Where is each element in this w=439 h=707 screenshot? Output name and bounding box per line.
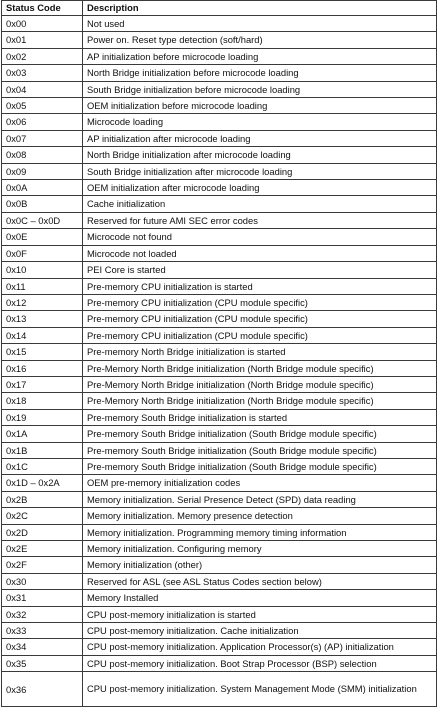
table-row [2,557,437,573]
status-code-cell: 0x18 [2,393,83,409]
status-code-cell: 0x07 [2,130,83,146]
description-cell: Pre-memory North Bridge initialization is started [83,344,437,360]
description-cell: Memory initialization. Configuring memory [83,541,437,557]
table-row [2,130,437,146]
table-row [2,426,437,442]
status-code-cell: 0x17 [2,376,83,392]
table-row [2,442,437,458]
description-cell: Pre-memory South Bridge initialization (South Bridge module specific) [83,426,437,442]
table-row [2,376,437,392]
status-code-cell: 0x36 [2,672,83,707]
table-row [2,639,437,655]
table-row [2,475,437,491]
status-code-cell: 0x13 [2,311,83,327]
description-cell: Memory initialization. Serial Presence Detect (SPD) data reading [83,491,437,507]
description-cell: North Bridge initialization before microcode loading [83,65,437,81]
description-cell: Pre-memory South Bridge initialization (South Bridge module specific) [83,442,437,458]
description-cell: South Bridge initialization before microcode loading [83,81,437,97]
status-code-cell: 0x09 [2,163,83,179]
description-cell: AP initialization after microcode loading [83,130,437,146]
table-body [2,16,437,707]
status-code-cell: 0x2F [2,557,83,573]
description-cell: AP initialization before microcode loading [83,48,437,64]
description-cell: Microcode loading [83,114,437,130]
description-cell: PEI Core is started [83,262,437,278]
status-code-cell: 0x2E [2,541,83,557]
table-row [2,245,437,261]
status-code-cell: 0x11 [2,278,83,294]
table-row [2,147,437,163]
description-cell: Power on. Reset type detection (soft/hard) [83,32,437,48]
status-code-cell: 0x0A [2,180,83,196]
status-code-cell: 0x19 [2,409,83,425]
description-cell: Microcode not found [83,229,437,245]
status-code-cell: 0x31 [2,590,83,606]
table-row [2,180,437,196]
table-row [2,311,437,327]
description-cell: OEM pre-memory initialization codes [83,475,437,491]
table-row [2,524,437,540]
status-code-cell: 0x12 [2,294,83,310]
table-row [2,81,437,97]
table-row [2,327,437,343]
status-code-cell: 0x1A [2,426,83,442]
status-code-cell: 0x04 [2,81,83,97]
table-row [2,163,437,179]
description-cell: Pre-memory CPU initialization (CPU module specific) [83,294,437,310]
description-cell: CPU post-memory initialization. System Management Mode (SMM) initialization [83,672,437,707]
header-status-code: Status Code [2,1,83,16]
status-code-cell: 0x00 [2,16,83,32]
status-code-table [1,0,437,707]
description-cell: Reserved for ASL (see ASL Status Codes section below) [83,573,437,589]
table-row [2,344,437,360]
status-code-cell: 0x35 [2,655,83,671]
table-row [2,212,437,228]
status-code-cell: 0x2B [2,491,83,507]
description-cell: Pre-memory CPU initialization is started [83,278,437,294]
description-cell: Pre-Memory North Bridge initialization (North Bridge module specific) [83,360,437,376]
table-row [2,114,437,130]
table-row [2,541,437,557]
table-header-row [2,1,437,16]
description-cell: North Bridge initialization after microcode loading [83,147,437,163]
status-code-cell: 0x14 [2,327,83,343]
table-row [2,458,437,474]
description-cell: Pre-memory CPU initialization (CPU module specific) [83,327,437,343]
table-row [2,65,437,81]
table-row [2,360,437,376]
description-cell: Pre-memory South Bridge initialization is started [83,409,437,425]
description-cell: South Bridge initialization after microcode loading [83,163,437,179]
table-row [2,573,437,589]
table-row [2,508,437,524]
description-cell: Memory initialization. Programming memory timing information [83,524,437,540]
description-cell: Pre-Memory North Bridge initialization (North Bridge module specific) [83,376,437,392]
table-row [2,16,437,32]
table-row [2,491,437,507]
status-code-cell: 0x1B [2,442,83,458]
description-cell: OEM initialization after microcode loading [83,180,437,196]
status-code-cell: 0x33 [2,623,83,639]
description-cell: Memory initialization (other) [83,557,437,573]
table-row [2,32,437,48]
table-row [2,393,437,409]
status-code-cell: 0x08 [2,147,83,163]
status-code-cell: 0x15 [2,344,83,360]
status-code-cell: 0x0C – 0x0D [2,212,83,228]
status-code-cell: 0x1C [2,458,83,474]
status-code-cell: 0x2D [2,524,83,540]
description-cell: Cache initialization [83,196,437,212]
description-cell: Pre-Memory North Bridge initialization (North Bridge module specific) [83,393,437,409]
status-code-cell: 0x02 [2,48,83,64]
status-code-cell: 0x32 [2,606,83,622]
table-row [2,606,437,622]
status-code-cell: 0x01 [2,32,83,48]
description-cell: Reserved for future AMI SEC error codes [83,212,437,228]
table-row [2,590,437,606]
status-code-cell: 0x0F [2,245,83,261]
description-cell: CPU post-memory initialization. Boot Strap Processor (BSP) selection [83,655,437,671]
status-code-cell: 0x06 [2,114,83,130]
status-code-cell: 0x0E [2,229,83,245]
status-code-cell: 0x16 [2,360,83,376]
status-code-cell: 0x03 [2,65,83,81]
description-cell: Pre-memory South Bridge initialization (South Bridge module specific) [83,458,437,474]
description-cell: CPU post-memory initialization is started [83,606,437,622]
status-code-cell: 0x30 [2,573,83,589]
status-code-cell: 0x10 [2,262,83,278]
description-cell: Pre-memory CPU initialization (CPU module specific) [83,311,437,327]
status-code-cell: 0x34 [2,639,83,655]
table-row [2,98,437,114]
description-cell: Microcode not loaded [83,245,437,261]
description-cell: CPU post-memory initialization. Cache initialization [83,623,437,639]
description-cell: Memory initialization. Memory presence detection [83,508,437,524]
table-row [2,623,437,639]
description-cell: OEM initialization before microcode loading [83,98,437,114]
table-row [2,278,437,294]
table-row [2,196,437,212]
table-row [2,262,437,278]
table-row [2,48,437,64]
description-cell: CPU post-memory initialization. Application Processor(s) (AP) initialization [83,639,437,655]
table-row [2,655,437,671]
status-code-cell: 0x0B [2,196,83,212]
table-row [2,672,437,707]
table-row [2,229,437,245]
status-code-cell: 0x1D – 0x2A [2,475,83,491]
description-cell: Memory Installed [83,590,437,606]
table-row [2,294,437,310]
status-code-cell: 0x2C [2,508,83,524]
header-description: Description [83,1,437,16]
description-cell: Not used [83,16,437,32]
table-row [2,409,437,425]
status-code-cell: 0x05 [2,98,83,114]
